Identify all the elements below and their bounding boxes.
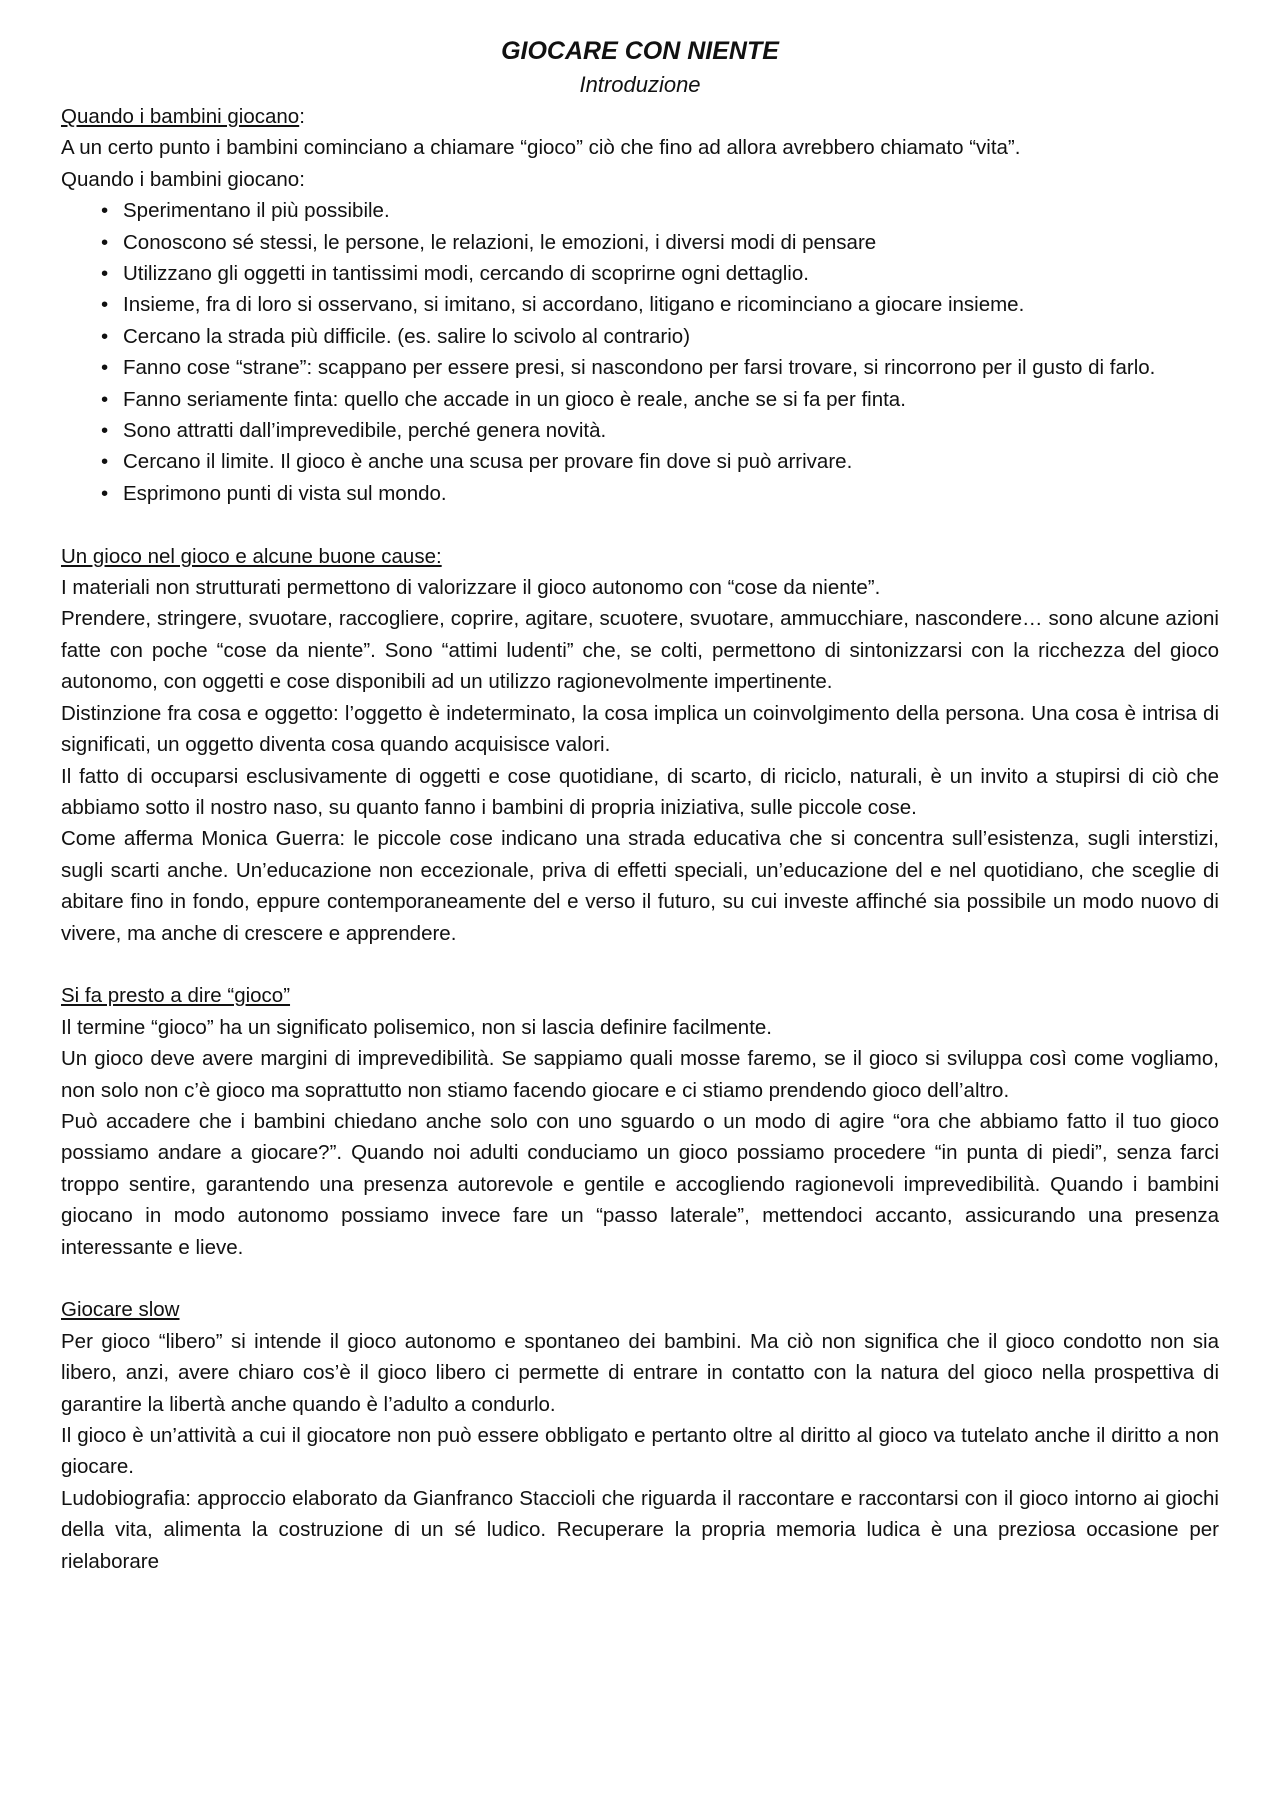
list-lead: Quando i bambini giocano: [61,167,305,191]
bullet-icon: • [101,387,109,411]
list-item [101,289,1219,320]
list-item [101,321,1219,352]
paragraph: Il fatto di occuparsi esclusivamente di oggetti e cose quotidiane, di scarto, di riciclo, naturali, è un invito a stupirsi di ciò che abbiamo sotto il nostro naso, su quanto fanno i bambini di propria iniziativa, sulle piccole cose. [61,764,1219,819]
paragraph: Prendere, stringere, svuotare, raccogliere, coprire, agitare, scuotere, svuotare, ammucchiare, nascondere… sono alcune azioni fatte con poche “cose da niente”. Sono “attimi ludenti” che, se colti, permettono di sintonizzarsi con la ricchezza del gioco autonomo, con oggetti e cose disponibili ad un utilizzo ragionevolmente impertinente. [61,607,1219,694]
section-quando-i-bambini-giocano [61,101,1219,509]
list-item-text: Utilizzano gli oggetti in tantissimi modi, cercando di scoprirne ogni dettaglio. [123,262,809,286]
section-si-fa-presto [61,980,1219,1263]
section-heading: Giocare slow [61,1298,180,1322]
paragraph: Il gioco è un’attività a cui il giocatore non può essere obbligato e pertanto oltre al diritto al gioco va tutelato anche il diritto a non giocare. [61,1424,1219,1479]
list-item-text: Fanno seriamente finta: quello che accade in un gioco è reale, anche se si fa per finta. [123,387,906,411]
paragraph: Come afferma Monica Guerra: le piccole cose indicano una strada educativa che si concentra sull’esistenza, sugli interstizi, sugli scarti anche. Un’educazione non eccezionale, priva di effetti speciali, un’educazione del e nel quotidiano, che sceglie di abitare fino in fondo, eppure contemporaneamente del e verso il futuro, su cui investe affinché sia possibile un modo nuovo di vivere, ma anche di crescere e apprendere. [61,827,1219,945]
bullet-icon: • [101,199,109,223]
bullet-icon: • [101,481,109,505]
bullet-list [61,195,1219,509]
section-heading: Un gioco nel gioco e alcune buone cause: [61,544,442,568]
list-item [101,415,1219,446]
list-item [101,258,1219,289]
list-item-text: Cercano il limite. Il gioco è anche una scusa per provare fin dove si può arrivare. [123,450,853,474]
paragraph: Un gioco deve avere margini di imprevedibilità. Se sappiamo quali mosse faremo, se il gioco si sviluppa così come vogliamo, non solo non c’è gioco ma soprattutto non stiamo facendo giocare e ci stiamo prendendo gioco dell’altro. [61,1047,1219,1102]
section-heading: Si fa presto a dire “gioco” [61,984,291,1008]
blank-line [61,949,1219,980]
bullet-icon: • [101,356,109,380]
bullet-icon: • [101,324,109,348]
bullet-icon: • [101,450,109,474]
paragraph: Il termine “gioco” ha un significato polisemico, non si lascia definire facilmente. [61,1015,773,1039]
bullet-icon: • [101,293,109,317]
paragraph: Può accadere che i bambini chiedano anche solo con uno sguardo o un modo di agire “ora che abbiamo fatto il tuo gioco possiamo andare a giocare?”. Quando noi adulti conduciamo un gioco possiamo procedere “in punta di piedi”, senza farci troppo sentire, garantendo una presenza autorevole e gentile e accogliendo ragionevoli imprevedibilità. Quando i bambini giocano in modo autonomo possiamo invece fare un “passo laterale”, mettendoci accanto, assicurando una presenza interessante e lieve. [61,1109,1219,1259]
bullet-icon: • [101,419,109,443]
document-title: GIOCARE CON NIENTE [501,37,779,65]
paragraph: Per gioco “libero” si intende il gioco autonomo e spontaneo dei bambini. Ma ciò non significa che il gioco condotto non sia libero, anzi, avere chiaro cos’è il gioco libero ci permette di entrare in contatto con la natura del gioco nella prospettiva di garantire la libertà anche quando è l’adulto a condurlo. [61,1329,1219,1416]
list-item [101,478,1219,509]
list-item [101,384,1219,415]
list-item-text: Esprimono punti di vista sul mondo. [123,481,447,505]
list-item [101,352,1219,383]
section-giocare-slow [61,1294,1219,1577]
list-item [101,195,1219,226]
list-item-text: Insieme, fra di loro si osservano, si imitano, si accordano, litigano e ricominciano a giocare insieme. [123,293,1025,317]
section-heading-colon: : [299,105,305,128]
list-item-text: Fanno cose “strane”: scappano per essere presi, si nascondono per farsi trovare, si rincorrono per il gusto di farlo. [123,356,1156,380]
section-heading: Quando i bambini giocano [61,105,300,128]
list-item-text: Conoscono sé stessi, le persone, le relazioni, le emozioni, i diversi modi di pensare [123,230,877,254]
paragraph: A un certo punto i bambini cominciano a chiamare “gioco” ciò che fino ad allora avrebbero chiamato “vita”. [61,136,1021,160]
section-un-gioco-nel-gioco [61,541,1219,949]
bullet-icon: • [101,262,109,286]
paragraph: I materiali non strutturati permettono di valorizzare il gioco autonomo con “cose da niente”. [61,576,881,600]
document-subtitle: Introduzione [579,72,701,97]
bullet-icon: • [101,230,109,254]
list-item-text: Cercano la strada più difficile. (es. salire lo scivolo al contrario) [123,324,691,348]
list-item-text: Sono attratti dall’imprevedibile, perché genera novità. [123,419,607,443]
paragraph: Distinzione fra cosa e oggetto: l’oggetto è indeterminato, la cosa implica un coinvolgimento della persona. Una cosa è intrisa di significati, un oggetto diventa cosa quando acquisisce valori. [61,701,1219,757]
section-heading-line [61,101,1219,132]
list-item [101,227,1219,258]
list-item-text: Sperimentano il più possibile. [123,199,390,223]
paragraph: Ludobiografia: approccio elaborato da Gianfranco Staccioli che riguarda il raccontare e raccontarsi con il gioco intorno ai giochi della vita, alimenta la costruzione di un sé ludico. Recuperare la propria memoria ludica è una preziosa occasione per rielaborare [61,1486,1219,1573]
blank-line [61,1263,1219,1294]
blank-line [61,509,1219,540]
list-item [101,446,1219,477]
